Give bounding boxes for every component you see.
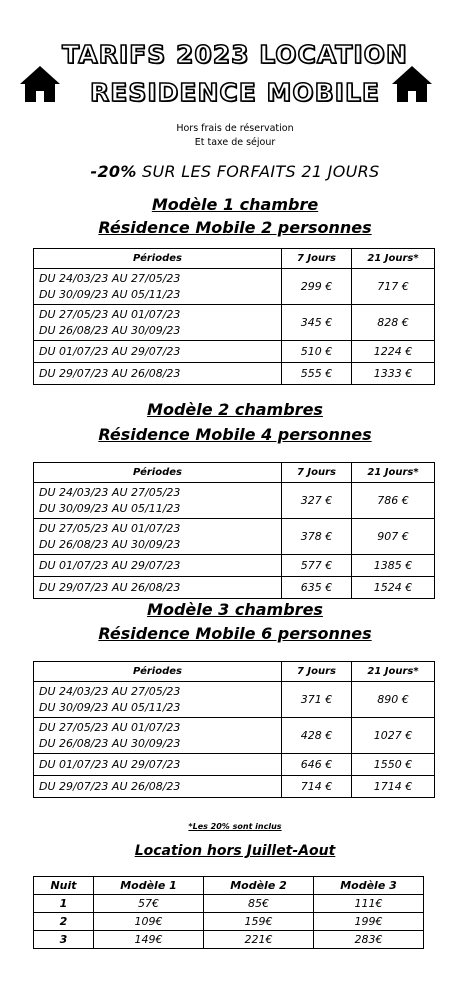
price-21-days: 717 € — [352, 269, 435, 305]
col-header-periods: Périodes — [34, 662, 282, 682]
model-3-title: Modèle 3 chambres — [147, 600, 323, 619]
model-1-title: Modèle 1 chambre — [151, 195, 319, 214]
model-3-subtitle: Résidence Mobile 6 personnes — [98, 624, 372, 643]
col-header-21-days: 21 Jours* — [352, 662, 435, 682]
price-7-days: 378 € — [282, 519, 352, 555]
price-model-3: 199€ — [314, 913, 424, 931]
table-row — [34, 341, 435, 363]
table-row — [34, 682, 435, 718]
col-header-21-days: 21 Jours* — [352, 463, 435, 483]
col-header-7-days: 7 Jours — [282, 249, 352, 269]
title-line-2: RESIDENCE MOBILE — [89, 78, 380, 107]
price-model-2: 85€ — [204, 895, 314, 913]
model-1-subtitle: Résidence Mobile 2 personnes — [98, 218, 372, 237]
price-21-days: 786 € — [352, 483, 435, 519]
promo-percent: -20% — [90, 162, 137, 181]
period-cell: DU 27/05/23 AU 01/07/23 DU 26/08/23 AU 30/09/23 — [34, 305, 282, 341]
price-model-1: 57€ — [94, 895, 204, 913]
period-cell: DU 01/07/23 AU 29/07/23 — [34, 754, 282, 776]
price-7-days: 635 € — [282, 577, 352, 599]
price-21-days: 1550 € — [352, 754, 435, 776]
off-season-table — [33, 876, 424, 949]
price-7-days: 345 € — [282, 305, 352, 341]
price-model-1: 149€ — [94, 931, 204, 949]
col-header-model-1: Modèle 1 — [94, 877, 204, 895]
col-header-periods: Périodes — [34, 249, 282, 269]
price-21-days: 828 € — [352, 305, 435, 341]
table-row — [34, 913, 424, 931]
col-header-periods: Périodes — [34, 463, 282, 483]
price-7-days: 371 € — [282, 682, 352, 718]
price-7-days: 428 € — [282, 718, 352, 754]
price-21-days: 1524 € — [352, 577, 435, 599]
period-cell: DU 27/05/23 AU 01/07/23 DU 26/08/23 AU 30/09/23 — [34, 718, 282, 754]
table-header-row — [34, 662, 435, 682]
period-cell: DU 27/05/23 AU 01/07/23 DU 26/08/23 AU 30/09/23 — [34, 519, 282, 555]
period-cell: DU 01/07/23 AU 29/07/23 — [34, 341, 282, 363]
period-cell: DU 24/03/23 AU 27/05/23 DU 30/09/23 AU 05/11/23 — [34, 269, 282, 305]
table-header-row — [34, 249, 435, 269]
price-7-days: 646 € — [282, 754, 352, 776]
model-2-title: Modèle 2 chambres — [147, 400, 323, 419]
price-7-days: 577 € — [282, 555, 352, 577]
fees-note-2: Et taxe de séjour — [194, 137, 276, 148]
table-row — [34, 776, 435, 798]
col-header-model-2: Modèle 2 — [204, 877, 314, 895]
price-7-days: 327 € — [282, 483, 352, 519]
col-header-model-3: Modèle 3 — [314, 877, 424, 895]
price-model-3: 283€ — [314, 931, 424, 949]
table-row — [34, 483, 435, 519]
price-7-days: 714 € — [282, 776, 352, 798]
night-count: 2 — [34, 913, 94, 931]
period-cell: DU 29/07/23 AU 26/08/23 — [34, 776, 282, 798]
model-2-subtitle: Résidence Mobile 4 personnes — [98, 425, 372, 444]
price-7-days: 510 € — [282, 341, 352, 363]
promo-banner — [0, 162, 470, 181]
table-row — [34, 305, 435, 341]
price-model-2: 159€ — [204, 913, 314, 931]
off-season-title: Location hors Juillet-Aout — [134, 843, 336, 859]
model-1-rates-table — [33, 248, 435, 385]
promo-text: SUR LES FORFAITS 21 JOURS — [136, 162, 380, 181]
price-model-3: 111€ — [314, 895, 424, 913]
price-21-days: 890 € — [352, 682, 435, 718]
title-line-1: TARIFS 2023 LOCATION — [62, 40, 408, 69]
price-7-days: 555 € — [282, 363, 352, 385]
footnote: *Les 20% sont inclus — [188, 822, 282, 831]
price-21-days: 1027 € — [352, 718, 435, 754]
table-row — [34, 519, 435, 555]
period-cell: DU 24/03/23 AU 27/05/23 DU 30/09/23 AU 05/11/23 — [34, 682, 282, 718]
period-cell: DU 29/07/23 AU 26/08/23 — [34, 577, 282, 599]
price-21-days: 1714 € — [352, 776, 435, 798]
table-header-row — [34, 877, 424, 895]
price-21-days: 1333 € — [352, 363, 435, 385]
model-2-rates-table — [33, 462, 435, 599]
night-count: 3 — [34, 931, 94, 949]
period-cell: DU 29/07/23 AU 26/08/23 — [34, 363, 282, 385]
night-count: 1 — [34, 895, 94, 913]
col-header-21-days: 21 Jours* — [352, 249, 435, 269]
table-row — [34, 555, 435, 577]
period-cell: DU 24/03/23 AU 27/05/23 DU 30/09/23 AU 05/11/23 — [34, 483, 282, 519]
fees-note-1: Hors frais de réservation — [176, 123, 294, 134]
price-model-1: 109€ — [94, 913, 204, 931]
table-row — [34, 577, 435, 599]
price-model-2: 221€ — [204, 931, 314, 949]
table-row — [34, 269, 435, 305]
price-21-days: 1385 € — [352, 555, 435, 577]
table-row — [34, 931, 424, 949]
model-3-rates-table — [33, 661, 435, 798]
table-header-row — [34, 463, 435, 483]
col-header-7-days: 7 Jours — [282, 662, 352, 682]
table-row — [34, 895, 424, 913]
price-7-days: 299 € — [282, 269, 352, 305]
table-row — [34, 754, 435, 776]
table-row — [34, 363, 435, 385]
col-header-night: Nuit — [34, 877, 94, 895]
period-cell: DU 01/07/23 AU 29/07/23 — [34, 555, 282, 577]
price-21-days: 1224 € — [352, 341, 435, 363]
table-row — [34, 718, 435, 754]
price-21-days: 907 € — [352, 519, 435, 555]
col-header-7-days: 7 Jours — [282, 463, 352, 483]
